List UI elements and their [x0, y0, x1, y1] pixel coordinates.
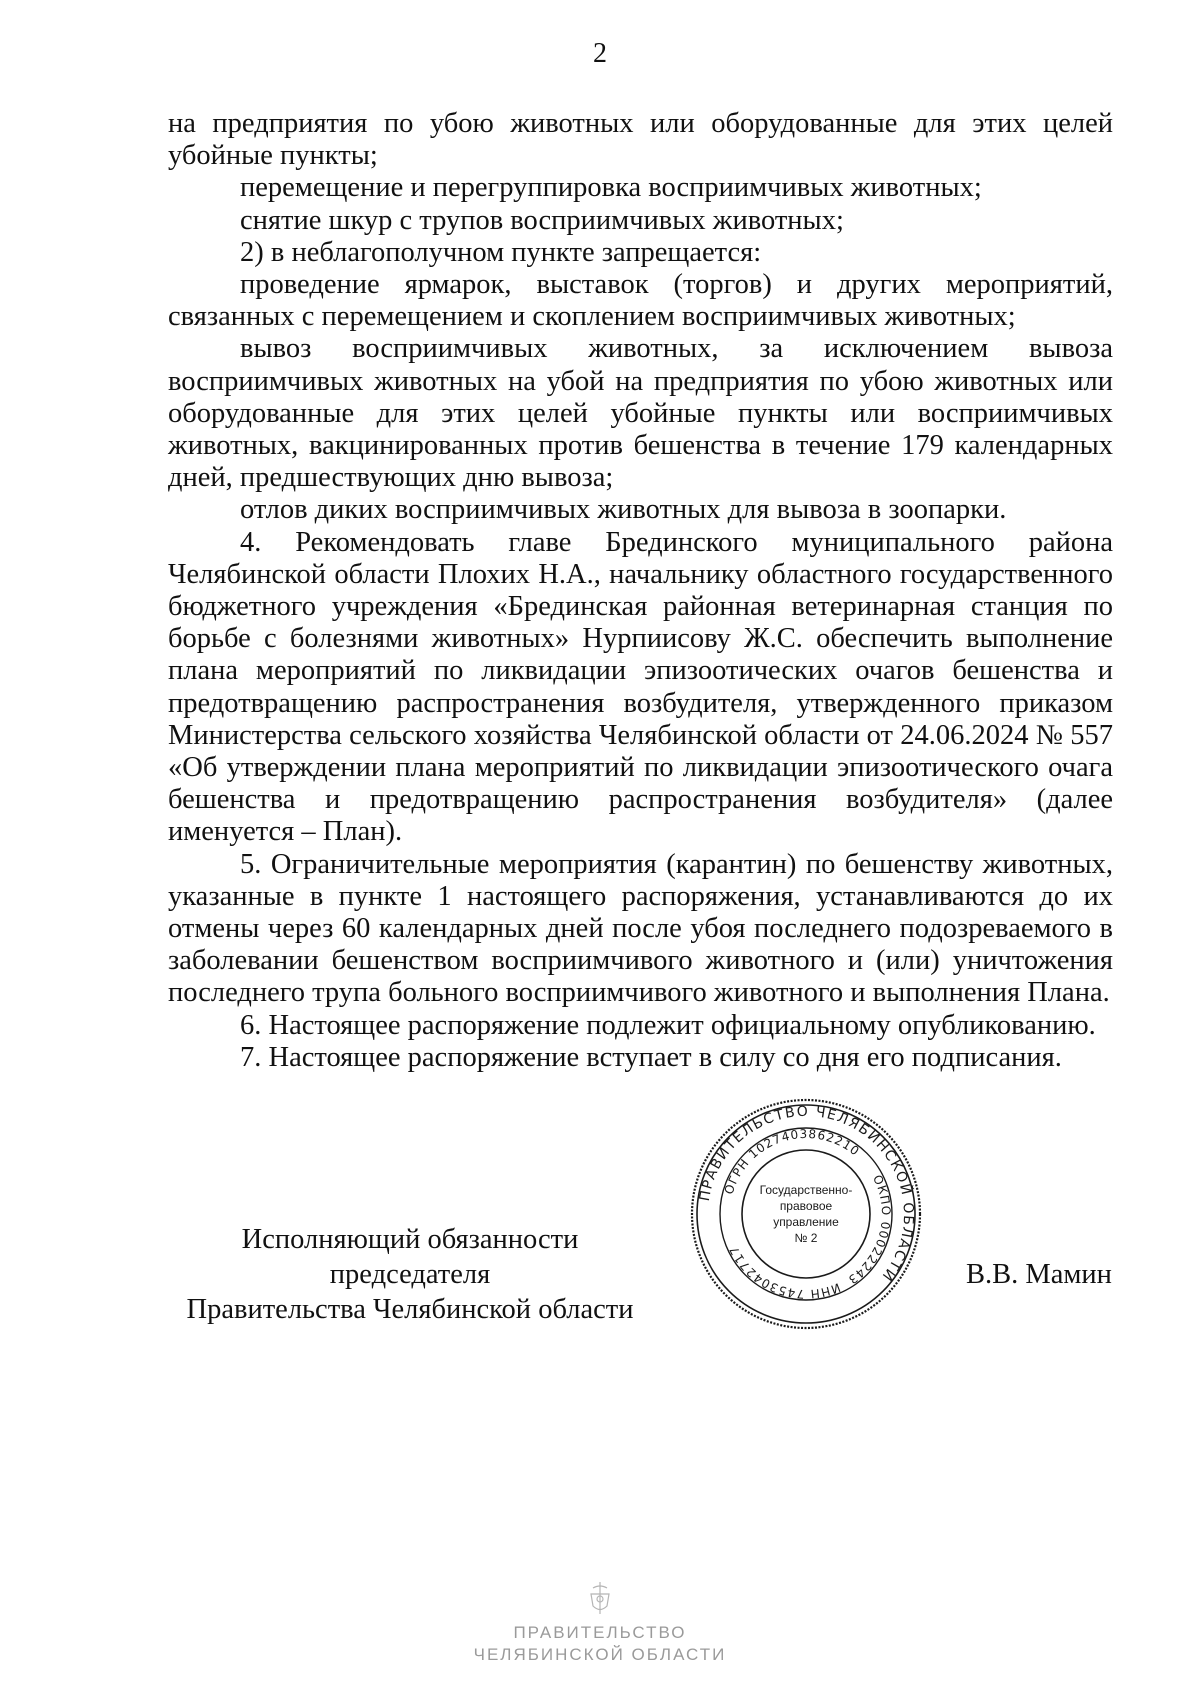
paragraph-continuation: на предприятия по убою животных или оборудованные для этих целей убойные пункты; — [168, 108, 1113, 172]
stamp-outer-text: ПРАВИТЕЛЬСТВО ЧЕЛЯБИНСКОЙ ОБЛАСТИ — [696, 1103, 917, 1285]
signer-name: В.В. Мамин — [966, 1259, 1112, 1290]
coat-of-arms-icon — [587, 1580, 613, 1616]
watermark-line-1: ПРАВИТЕЛЬСТВО — [513, 1623, 687, 1642]
stamp-ogrn-text: ОГРН 1027403862210 — [721, 1126, 863, 1197]
paragraph-movement: перемещение и перегруппировка восприимчивых животных; — [240, 172, 982, 204]
paragraph-fairs: проведение ярмарок, выставок (торгов) и других мероприятий, связанных с перемещением и скоплением восприимчивых животных; — [168, 269, 1113, 333]
paragraph-export: вывоз восприимчивых животных, за исключением вывоза восприимчивых животных на убой на предприятия по убою животных или оборудованные для этих целей убойные пункты или восприимчивых животных, вакцинированных против бешенства в течение 179 календарных дней, предшествующих дню вывоза; — [168, 333, 1113, 494]
stamp-inn-text: ИНН 7453042717 — [726, 1243, 843, 1302]
stamp-center-line-1: Государственно- — [759, 1183, 853, 1197]
paragraph-item-5: 5. Ограничительные мероприятия (карантин) по бешенству животных, указанные в пункте 1 настоящего распоряжения, устанавливаются до их отмены через 60 календарных дней после убоя последнего подозреваемого в заболевании бешенством восприимчивого животного и (или) уничтожения последнего трупа больного восприимчивого животного и выполнения Плана. — [168, 848, 1113, 1009]
paragraph-capture: отлов диких восприимчивых животных для вывоза в зоопарки. — [240, 494, 1007, 526]
paragraph-prohibitions-heading: 2) в неблагополучном пункте запрещается: — [240, 236, 762, 268]
stamp-center-line-2: правовое — [779, 1199, 833, 1213]
official-stamp — [690, 1098, 922, 1330]
stamp-okpo-text: ОКПО 00022243 — [845, 1172, 894, 1288]
page-number: 2 — [593, 38, 607, 69]
paragraph-item-7: 7. Настоящее распоряжение вступает в силу со дня его подписания. — [240, 1041, 1062, 1073]
signature-title-line-1: Исполняющий обязанности председателя — [241, 1224, 579, 1290]
signature-title — [160, 1222, 660, 1327]
paragraph-item-4: 4. Рекомендовать главе Брединского муниципального района Челябинской области Плохих Н.А., начальнику областного государственного бюджетного учреждения «Брединская районная ветеринарная станция по борьбе с болезнями животных» Нурпиисову Ж.С. обеспечить выполнение плана мероприятий по ликвидации эпизоотических очагов бешенства и предотвращению распространения возбудителя, утвержденного приказом Министерства сельского хозяйства Челябинской области от 24.06.2024 № 557 «Об утверждении плана мероприятий по ликвидации эпизоотического очага бешенства и предотвращению распространения возбудителя» (далее именуется – План). — [168, 526, 1113, 848]
paragraph-item-6: 6. Настоящее распоряжение подлежит официальному опубликованию. — [240, 1009, 1096, 1041]
watermark-line-2: ЧЕЛЯБИНСКОЙ ОБЛАСТИ — [473, 1645, 727, 1664]
document-body — [168, 108, 1113, 1074]
watermark — [0, 1580, 1200, 1666]
stamp-center-line-4: № 2 — [794, 1231, 818, 1245]
paragraph-skinning: снятие шкур с трупов восприимчивых животных; — [240, 204, 844, 236]
signature-title-line-2: Правительства Челябинской области — [186, 1294, 634, 1325]
stamp-center-line-3: управление — [773, 1215, 839, 1229]
